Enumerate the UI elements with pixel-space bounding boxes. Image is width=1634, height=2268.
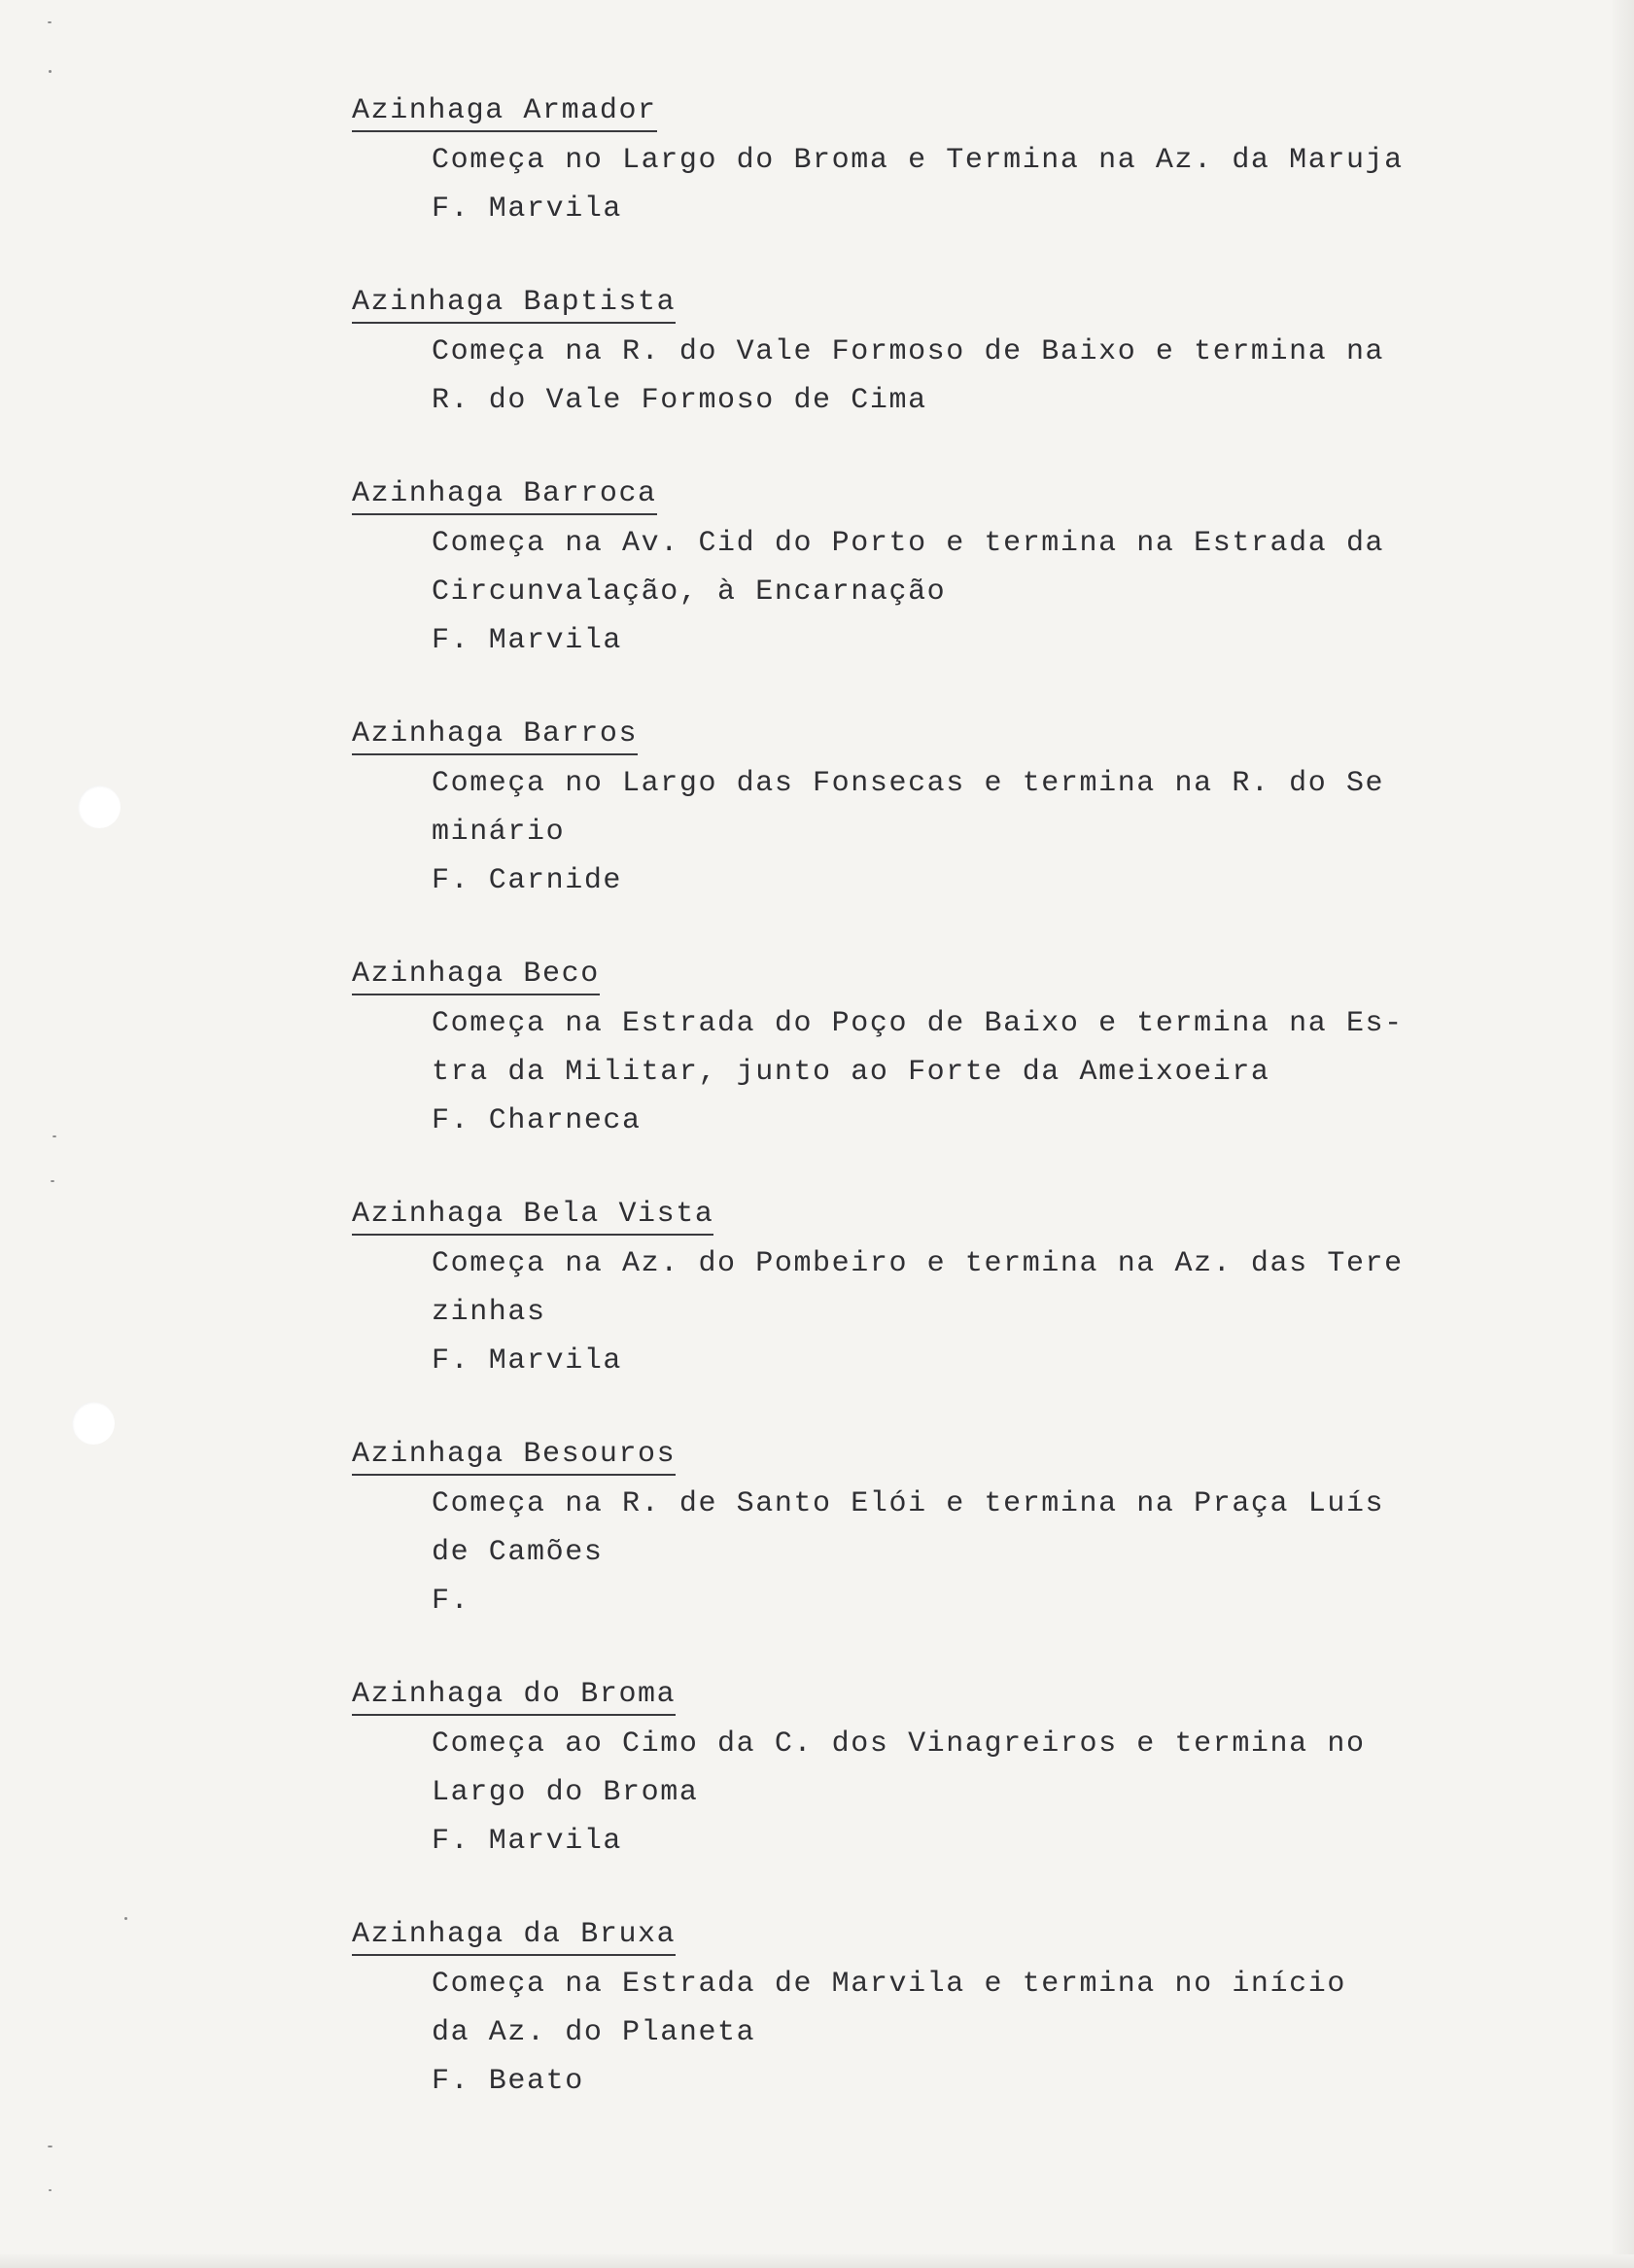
punch-hole-lower [72,1402,115,1445]
parish-line: F. Marvila [432,1825,623,1858]
paper-speck [52,1135,56,1137]
description-line: Começa ao Cimo da C. dos Vinagreiros e termina no [432,1727,1366,1761]
street-entry [352,1435,1441,1625]
street-entry [352,283,1441,425]
paper-speck [48,21,52,23]
street-entry [352,715,1441,905]
parish-line: F. Beato [432,2065,584,2098]
description-line: R. do Vale Formoso de Cima [432,384,927,417]
parish-line: F. Marvila [432,192,623,226]
description-line: minário [432,816,566,849]
description-line: Começa na Estrada do Poço de Baixo e termina na Es- [432,1007,1404,1040]
street-title: Azinhaga Armador [352,91,657,132]
parish-line: F. [432,1585,470,1618]
paper-speck [51,1180,54,1182]
street-title: Azinhaga Besouros [352,1435,676,1476]
street-title: Azinhaga Beco [352,955,600,995]
parish-line: F. Charneca [432,1104,642,1137]
street-title: Azinhaga Barros [352,715,638,755]
street-title: Azinhaga da Bruxa [352,1915,676,1956]
description-line: Circunvalação, à Encarnação [432,576,947,609]
description-line: Começa na Estrada de Marvila e termina no início [432,1968,1346,2001]
parish-line: F. Carnide [432,864,623,897]
description-line: de Camões [432,1536,604,1569]
description-line: Começa no Largo das Fonsecas e termina na R. do Se [432,767,1385,800]
description-line: Começa na R. do Vale Formoso de Baixo e termina na [432,335,1385,368]
street-entry [352,474,1441,665]
description-line: Começa na Az. do Pombeiro e termina na Az. das Tere [432,1247,1404,1280]
street-entry [352,1915,1441,2106]
page-edge-bottom [0,2254,1634,2268]
street-entry [352,955,1441,1145]
description-line: tra da Militar, junto ao Forte da Ameixoeira [432,1056,1270,1089]
description-line: Começa na Av. Cid do Porto e termina na Estrada da [432,527,1385,560]
page-edge-right [1613,0,1634,2268]
paper-speck [49,2189,52,2191]
paper-speck [49,70,52,73]
paper-speck [124,1917,127,1920]
street-list [352,91,1441,2155]
description-line: Começa no Largo do Broma e Termina na Az. da Maruja [432,144,1404,177]
street-title: Azinhaga Bela Vista [352,1195,713,1236]
street-entry [352,1195,1441,1385]
description-line: Largo do Broma [432,1776,699,1809]
parish-line: F. Marvila [432,624,623,657]
description-line: da Az. do Planeta [432,2016,756,2049]
description-line: zinhas [432,1296,546,1329]
street-title: Azinhaga do Broma [352,1675,676,1716]
street-title: Azinhaga Barroca [352,474,657,515]
street-entry [352,1675,1441,1866]
street-entry [352,91,1441,233]
description-line: Começa na R. de Santo Elói e termina na Praça Luís [432,1487,1385,1520]
street-title: Azinhaga Baptista [352,283,676,324]
paper-speck [48,2146,52,2147]
punch-hole-upper [78,785,121,828]
parish-line: F. Marvila [432,1344,623,1378]
